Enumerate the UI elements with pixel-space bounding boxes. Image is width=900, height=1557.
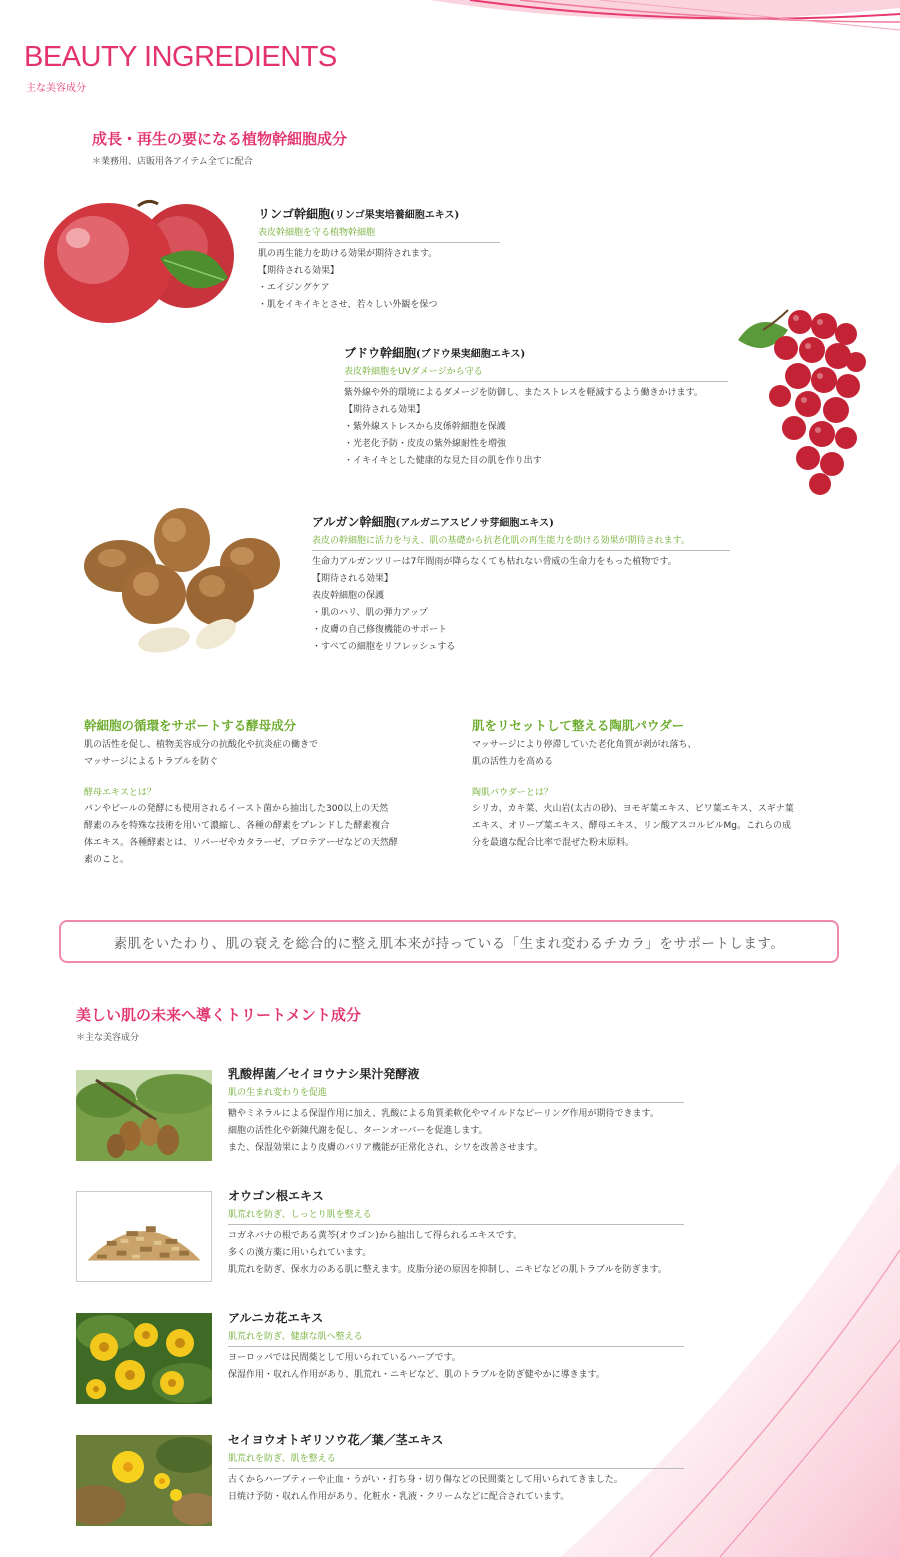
column-heading: 肌をリセットして整える陶肌パウダー xyxy=(472,718,685,733)
ingredient-argan xyxy=(312,513,730,656)
ingredient-description: 生命力アルガンツリーは7年間雨が降らなくても枯れない脅威の生命力をもった植物です。 【期待される効果】 表皮幹細胞の保護 ・肌のハリ、肌の弾力アップ ・皮膚の自己修復機能のサポート ・すべての細胞をリフレッシュする xyxy=(312,557,677,652)
ingredient-tag: 表皮幹細胞をUVダメージから守る xyxy=(344,364,728,382)
ingredient-lactobacillus xyxy=(228,1065,684,1157)
ingredient-tag: 表皮幹細胞を守る植物幹細胞 xyxy=(258,225,500,243)
column-detail: パンやビールの発酵にも使用されるイースト菌から抽出した300以上の天然 酵素のみを特殊な技術を用いて濃縮し、各種の酵素をブレンドした酵素複合 体エキス。各種酵素とは、リパーゼやカタラーゼ、プロテアーゼなどの天然酵 素のこと。 xyxy=(84,804,398,865)
page-subtitle: 主な美容成分 xyxy=(26,83,86,94)
ingredient-description: コガネバナの根である黄芩(オウゴン)から抽出して得られるエキスです。 多くの漢方薬に用いられています。 肌荒れを防ぎ、保水力のある肌に整えます。皮脂分泌の原因を抑制し、ニキビなどの肌トラブルを防ぎます。 xyxy=(228,1231,667,1275)
ingredient-name: 乳酸桿菌／セイヨウナシ果汁発酵液 xyxy=(228,1067,420,1081)
ingredient-tag: 肌荒れを防ぎ、肌を整える xyxy=(228,1451,684,1469)
column-text: マッサージにより停滞していた老化角質が剥がれ落ち、 肌の活性力を高める xyxy=(472,740,697,767)
ingredient-name: リンゴ幹細胞(リンゴ果実培養細胞エキス) xyxy=(258,207,460,221)
grape-image xyxy=(728,300,868,500)
column-subheading: 陶肌パウダーとは？ xyxy=(472,788,553,798)
pear-tree-image xyxy=(76,1070,212,1161)
ingredient-scutellaria xyxy=(228,1187,684,1279)
ingredient-description: 紫外線や外的環境によるダメージを防御し、またストレスを軽減するよう働きかけます。 【期待される効果】 ・紫外線ストレスから皮係幹細胞を保護 ・光老化予防・皮皮の紫外線耐性を増強 ・イキイキとした健康的な見た目の肌を作り出す xyxy=(344,388,703,466)
column-subheading: 酵母エキスとは？ xyxy=(84,788,156,798)
hypericum-flower-image xyxy=(76,1435,212,1526)
ingredient-tag: 表皮の幹細胞に活力を与え、肌の基礎から抗老化肌の再生能力を助ける効果が期待されます。 xyxy=(312,533,730,551)
scutellaria-root-image xyxy=(76,1191,212,1282)
section2-heading: 美しい肌の未来へ導くトリートメント成分 xyxy=(76,1006,361,1024)
ingredient-description: 肌の再生能力を助ける効果が期待されます。 【期待される効果】 ・エイジングケア ・肌をイキイキとさせ、若々しい外観を保つ xyxy=(258,249,438,310)
message-banner: 素肌をいたわり、肌の衰えを総合的に整え肌本来が持っている「生まれ変わるチカラ」をサポートします。 xyxy=(59,920,839,963)
ingredient-name: オウゴン根エキス xyxy=(228,1189,324,1203)
apple-image xyxy=(38,198,238,328)
ingredient-apple xyxy=(258,205,500,314)
ingredient-description: 古くからハーブティーや止血・うがい・打ち身・切り傷などの民間薬として用いられてきました。 日焼け予防・収れん作用があり、化粧水・乳液・クリームなどに配合されています。 xyxy=(228,1475,623,1502)
arnica-flower-image xyxy=(76,1313,212,1404)
section1-note: ＊業務用、店販用各アイテム全てに配合 xyxy=(92,157,253,167)
top-swoosh-decoration xyxy=(0,0,900,40)
ingredient-arnica xyxy=(228,1309,684,1384)
column-detail: シリカ、カキ菜、火山岩(太古の砂)、ヨモギ葉エキス、ビワ葉エキス、スギナ葉 エキス、オリーブ葉エキス、酵母エキス、リン酸アスコルビルMg。これらの成 分を最適な配合比率で混ぜた粉末原料。 xyxy=(472,804,794,848)
ingredient-description: 糖やミネラルによる保湿作用に加え、乳酸による角質柔軟化やマイルドなピーリング作用が期待できます。 細胞の活性化や新陳代謝を促し、ターンオーバーを促進します。 また、保湿効果により皮膚のバリア機能が正常化され、シワを改善させます。 xyxy=(228,1109,659,1153)
ingredient-tag: 肌荒れを防ぎ、しっとり肌を整える xyxy=(228,1207,684,1225)
argan-nut-image xyxy=(84,508,284,658)
ingredient-name: アルガン幹細胞(アルガニアスピノサ芽細胞エキス) xyxy=(312,515,554,529)
ingredient-description: ヨーロッパでは民間薬として用いられているハーブです。 保湿作用・収れん作用があり、肌荒れ・ニキビなど、肌のトラブルを防ぎ健やかに導きます。 xyxy=(228,1353,605,1380)
ingredient-tag: 肌荒れを防ぎ、健康な肌へ整える xyxy=(228,1329,684,1347)
ingredient-tag: 肌の生まれ変わりを促進 xyxy=(228,1085,684,1103)
section1-heading: 成長・再生の要になる植物幹細胞成分 xyxy=(92,130,348,148)
column-heading: 幹細胞の循環をサポートする酵母成分 xyxy=(84,718,297,733)
page-title: BEAUTY INGREDIENTS xyxy=(24,41,337,73)
yeast-column xyxy=(84,716,434,869)
ingredient-hypericum xyxy=(228,1431,684,1506)
section2-note: ＊主な美容成分 xyxy=(76,1033,140,1043)
ingredient-name: アルニカ花エキス xyxy=(228,1311,324,1325)
powder-column xyxy=(472,716,822,852)
ingredient-name: セイヨウオトギリソウ花／葉／茎エキス xyxy=(228,1433,444,1447)
ingredient-name: ブドウ幹細胞(ブドウ果実細胞エキス) xyxy=(344,346,526,360)
ingredient-grape xyxy=(344,344,728,470)
column-text: 肌の活性を促し、植物美容成分の抗酸化や抗炎症の働きで マッサージによるトラブルを防ぐ xyxy=(84,740,319,767)
